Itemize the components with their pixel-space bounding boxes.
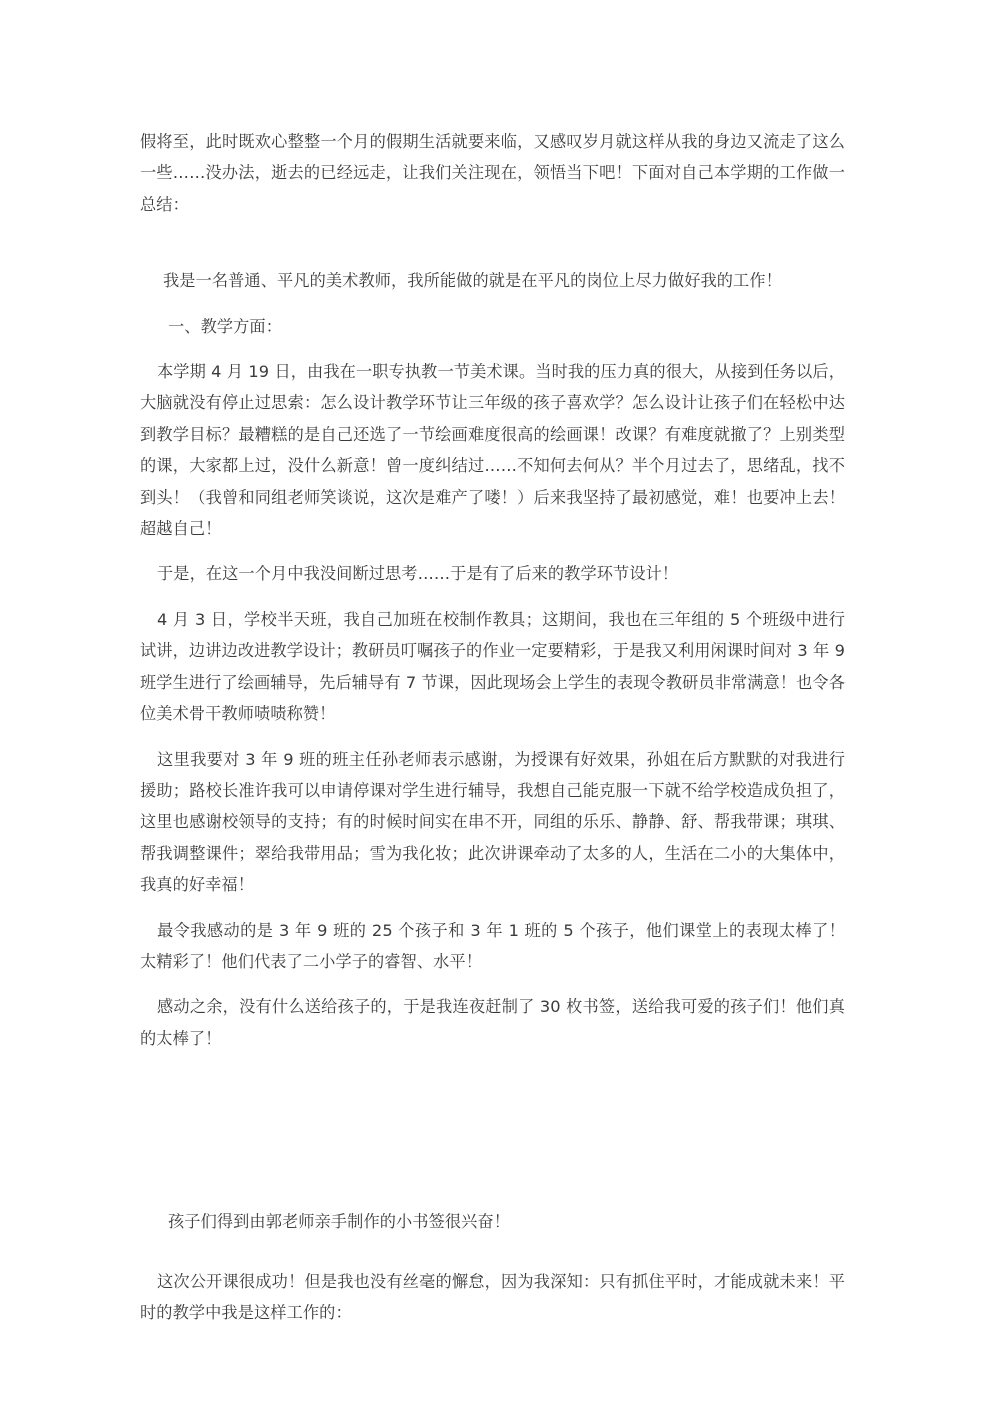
spacer-after-opening xyxy=(140,220,845,265)
paragraph-bookmarks-gift: 感动之余，没有什么送给孩子的，于是我连夜赶制了 30 枚书签，送给我可爱的孩子们！他们真的太棒了！ xyxy=(140,997,845,1048)
document-body xyxy=(140,126,845,1328)
spacer-3 xyxy=(140,730,845,744)
paragraph-acknowledgements: 这里我要对 3 年 9 班的班主任孙老师表示感谢，为授课有好效果，孙姐在后方默默的对我进行援助；路校长准许我可以申请停课对学生进行辅导，我想自己能克服一下就不给学校造成负担了，这里也感谢校领导的支持；有的时候时间实在串不开，同组的乐乐、静静、舒、帮我带课；琪琪、帮我调整课件；翠给我带用品；雪为我化妆；此次讲课牵动了太多的人，生活在二小的大集体中，我真的好幸福！ xyxy=(140,749,845,895)
paragraph-opening: 假将至，此时既欢心整整一个月的假期生活就要来临，又感叹岁月就这样从我的身边又流走了这么一些……没办法，逝去的已经远走，让我们关注现在，领悟当下吧！下面对自己本学期的工作做一总结： xyxy=(140,132,845,214)
paragraph-self-introduction: 我是一名普通、平凡的美术教师，我所能做的就是在平凡的岗位上尽力做好我的工作！ xyxy=(163,271,782,291)
spacer-5 xyxy=(140,977,845,991)
paragraph-design-thinking: 于是，在这一个月中我没间断过思考……于是有了后来的教学环节设计！ xyxy=(157,564,679,584)
spacer-4 xyxy=(140,901,845,915)
spacer-2 xyxy=(140,590,845,604)
photo-placeholder xyxy=(140,1054,845,1206)
paragraph-closing-reflection: 这次公开课很成功！但是我也没有丝毫的懈怠，因为我深知：只有抓住平时，才能成就未来！平时的教学中我是这样工作的： xyxy=(140,1271,845,1322)
spacer-6 xyxy=(140,1238,845,1266)
paragraph-student-performance: 最令我感动的是 3 年 9 班的 25 个孩子和 3 年 1 班的 5 个孩子，他们课堂上的表现太棒了！太精彩了！他们代表了二小学子的睿智、水平！ xyxy=(140,920,845,971)
spacer-before-heading xyxy=(140,297,845,311)
paragraph-lesson-pressure: 本学期 4 月 19 日，由我在一职专执教一节美术课。当时我的压力真的很大，从接到任务以后，大脑就没有停止过思索：怎么设计教学环节让三年级的孩子喜欢学？怎么设计让孩子们在轻松中达到教学目标？最糟糕的是自己还选了一节绘画难度很高的绘画课！改课？有难度就撤了？上别类型的课，大家都上过，没什么新意！曾一度纠结过……不知何去何从？半个月过去了，思绪乱，找不到头！（我曾和同组老师笑谈说，这次是难产了喽！）后来我坚持了最初感觉，难！也要冲上去！超越自己！ xyxy=(140,362,845,539)
paragraph-trial-lessons: 4 月 3 日，学校半天班，我自己加班在校制作教具；这期间，我也在三年组的 5 个班级中进行试讲，边讲边改进教学设计；教研员叮嘱孩子的作业一定要精彩，于是我又利用闲课时间对 3 年 9 班学生进行了绘画辅导，先后辅导有 7 节课，因此现场会上学生的表现令教研员非常满意！也令各位美术骨干教师啧啧称赞！ xyxy=(140,609,845,724)
spacer-1 xyxy=(140,544,845,558)
spacer-after-heading xyxy=(140,342,845,356)
caption-bookmarks-photo: 孩子们得到由郭老师亲手制作的小书签很兴奋！ xyxy=(168,1212,511,1232)
section-heading-teaching: 一、教学方面： xyxy=(168,316,283,336)
